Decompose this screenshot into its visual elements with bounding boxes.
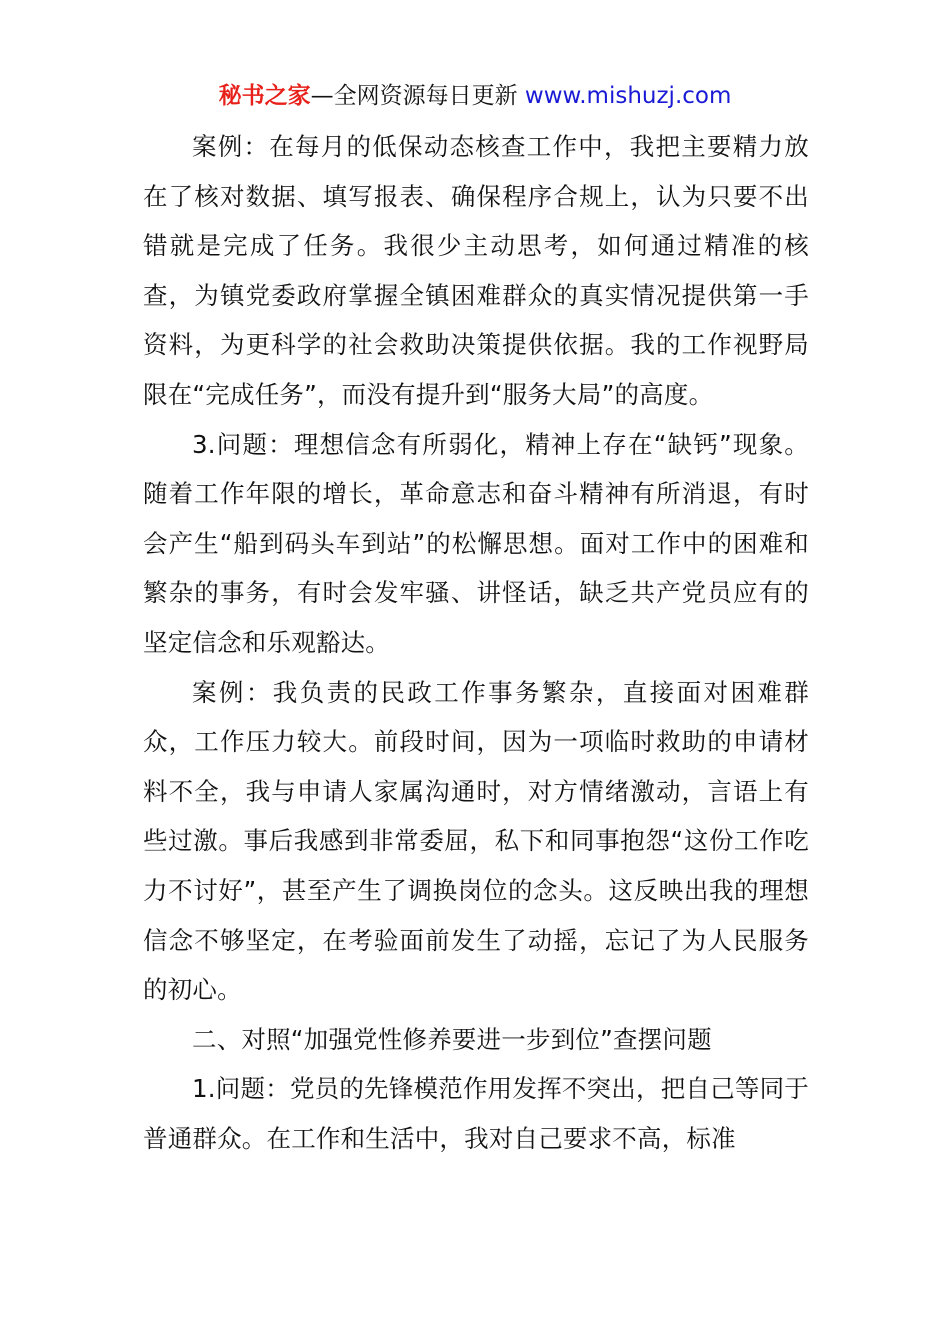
paragraph-issue-1: 1.问题：党员的先锋模范作用发挥不突出，把自己等同于普通群众。在工作和生活中，我对自己要求不高，标准 [143, 1074, 809, 1153]
site-brand: 秘书之家 [218, 83, 311, 109]
paragraph-issue-3: 3.问题：理想信念有所弱化，精神上存在“缺钙”现象。随着工作年限的增长，革命意志和奋斗精神有所消退，有时会产生“船到码头车到站”的松懈思想。面对工作中的困难和繁杂的事务，有时会发牢骚、讲怪话，缺乏共产党员应有的坚定信念和乐观豁达。 [143, 429, 809, 657]
site-url-link[interactable]: www.mishuzj.com [524, 83, 732, 109]
document-body [143, 122, 809, 1163]
paragraph-case-verification: 案例：在每月的低保动态核查工作中，我把主要精力放在了核对数据、填写报表、确保程序合规上，认为只要不出错就是完成了任务。我很少主动思考，如何通过精准的核查，为镇党委政府掌握全镇困难群众的真实情况提供第一手资料，为更科学的社会救助决策提供依据。我的工作视野局限在“完成任务”，而没有提升到“服务大局”的高度。 [143, 132, 809, 409]
site-header [0, 80, 950, 112]
site-tagline: —全网资源每日更新 [310, 83, 525, 109]
section-heading-2: 二、对照“加强党性修养要进一步到位”查摆问题 [192, 1024, 712, 1054]
paragraph-case-civil-affairs: 案例：我负责的民政工作事务繁杂，直接面对困难群众，工作压力较大。前段时间，因为一项临时救助的申请材料不全，我与申请人家属沟通时，对方情绪激动，言语上有些过激。事后我感到非常委屈，私下和同事抱怨“这份工作吃力不讨好”，甚至产生了调换岗位的念头。这反映出我的理想信念不够坚定，在考验面前发生了动摇，忘记了为人民服务的初心。 [143, 677, 809, 1005]
